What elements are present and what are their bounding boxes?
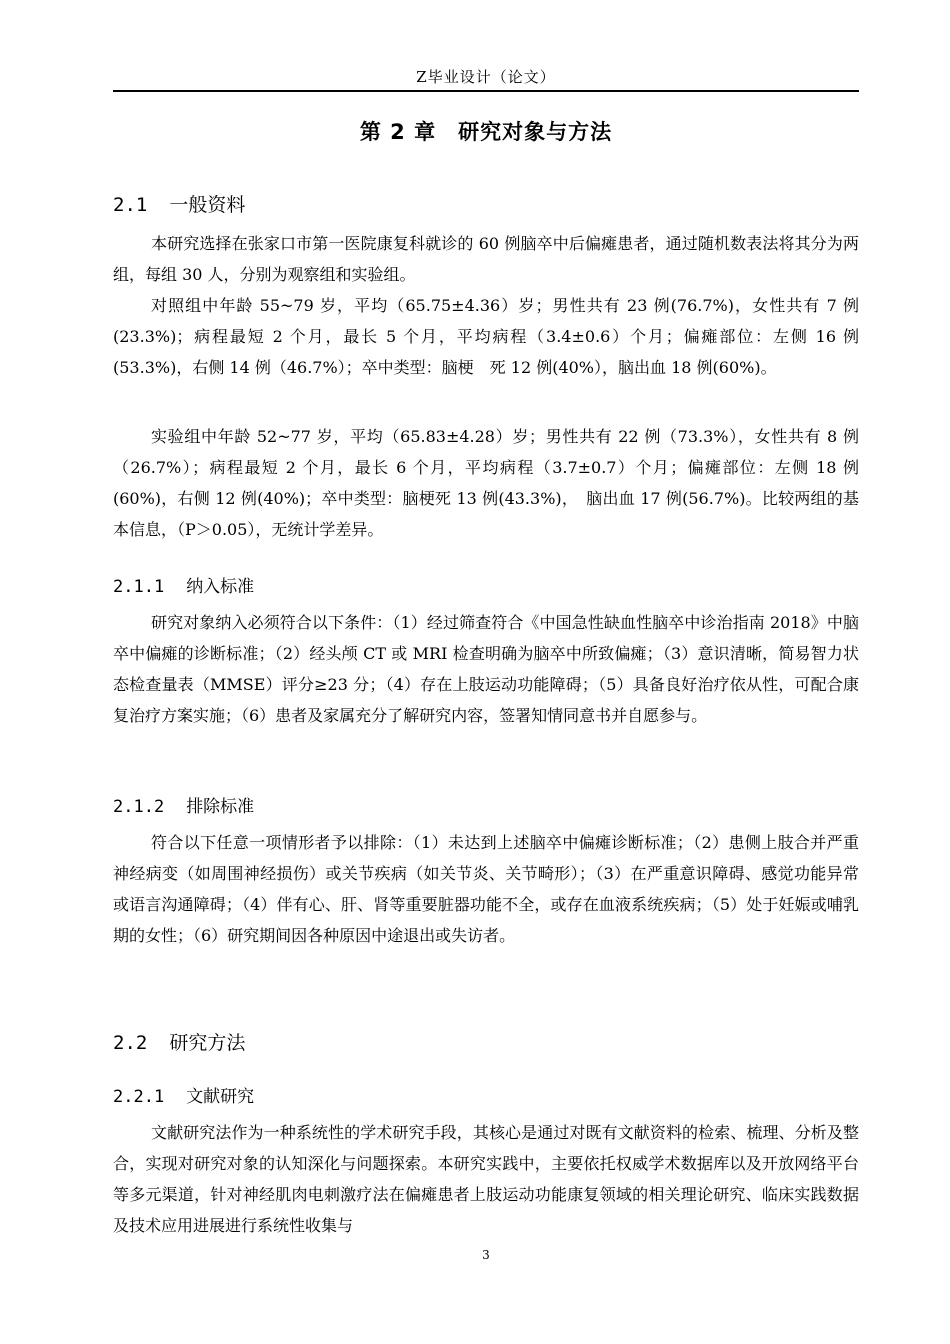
chapter-title: 第 2 章 研究对象与方法 <box>359 120 613 144</box>
section-title: 研究方法 <box>169 1032 246 1054</box>
paragraph-general-info: 本研究选择在张家口市第一医院康复科就诊的 60 例脑卒中后偏瘫患者，通过随机数表法将其分为两组，每组 30 人，分别为观察组和实验组。 <box>113 234 859 284</box>
section-title: 排除标准 <box>186 797 255 817</box>
section-title: 文献研究 <box>186 1087 255 1107</box>
section-2-2-1-heading <box>113 1082 254 1107</box>
section-title: 一般资料 <box>169 194 246 216</box>
section-number: 2.1.2 <box>113 797 165 817</box>
page-header: Z毕业设计（论文） <box>416 68 556 86</box>
section-number: 2.1.1 <box>113 577 165 597</box>
paragraph-control-group: 对照组中年龄 55~79 岁，平均（65.75±4.36）岁；男性共有 23 例(76.7%)，女性共有 7 例(23.3%)；病程最短 2 个月，最长 5 个月，平均病程（3.4±0.6）个月；偏瘫部位：左侧 16 例(53.3%)，右侧 14 例（46.7%）；卒中类型：脑梗 死 12 例(40%），脑出血 18 例(60%)。 <box>113 296 859 377</box>
paragraph-literature-research: 文献研究法作为一种系统性的学术研究手段，其核心是通过对既有文献资料的检索、梳理、分析及整合，实现对研究对象的认知深化与问题探索。本研究实践中，主要依托权威学术数据库以及开放网络平台等多元渠道，针对神经肌肉电刺激疗法在偏瘫患者上肢运动功能康复领域的相关理论研究、临床实践数据及技术应用进展进行系统性收集与 <box>113 1123 859 1235</box>
section-title: 纳入标准 <box>186 577 255 597</box>
section-number: 2.2 <box>113 1032 148 1054</box>
paragraph-experiment-group: 实验组中年龄 52~77 岁，平均（65.83±4.28）岁；男性共有 22 例（73.3%），女性共有 8 例（26.7%）；病程最短 2 个月，最长 6 个月，平均病程（3.7±0.7）个月；偏瘫部位：左侧 18 例(60%)，右侧 12 例(40%)；卒中类型：脑梗死 13 例(43.3%)， 脑出血 17 例(56.7%)。比较两组的基本信息，（P＞0.05），无统计学差异。 <box>113 427 859 539</box>
page-number: 3 <box>482 1248 490 1262</box>
section-2-1-heading <box>113 190 245 217</box>
section-number: 2.1 <box>113 194 148 216</box>
section-number: 2.2.1 <box>113 1087 165 1107</box>
section-2-1-2-heading <box>113 792 254 817</box>
section-2-2-heading <box>113 1028 245 1055</box>
paragraph-inclusion-criteria: 研究对象纳入必须符合以下条件：（1）经过筛查符合《中国急性缺血性脑卒中诊治指南 2018》中脑卒中偏瘫的诊断标准；（2）经头颅 CT 或 MRI 检查明确为脑卒中所致偏瘫；（3）意识清晰，简易智力状态检查量表（MMSE）评分≥23 分；（4）存在上肢运动功能障碍；（5）具备良好治疗依从性，可配合康复治疗方案实施；（6）患者及家属充分了解研究内容，签署知情同意书并自愿参与。 <box>113 613 859 725</box>
header-rule <box>113 90 859 92</box>
paragraph-exclusion-criteria: 符合以下任意一项情形者予以排除：（1）未达到上述脑卒中偏瘫诊断标准；（2）患侧上肢合并严重神经病变（如周围神经损伤）或关节疾病（如关节炎、关节畸形）；（3）在严重意识障碍、感觉功能异常或语言沟通障碍；（4）伴有心、肝、肾等重要脏器功能不全，或存在血液系统疾病；（5）处于妊娠或哺乳期的女性；（6）研究期间因各种原因中途退出或失访者。 <box>113 833 859 945</box>
section-2-1-1-heading <box>113 572 254 597</box>
